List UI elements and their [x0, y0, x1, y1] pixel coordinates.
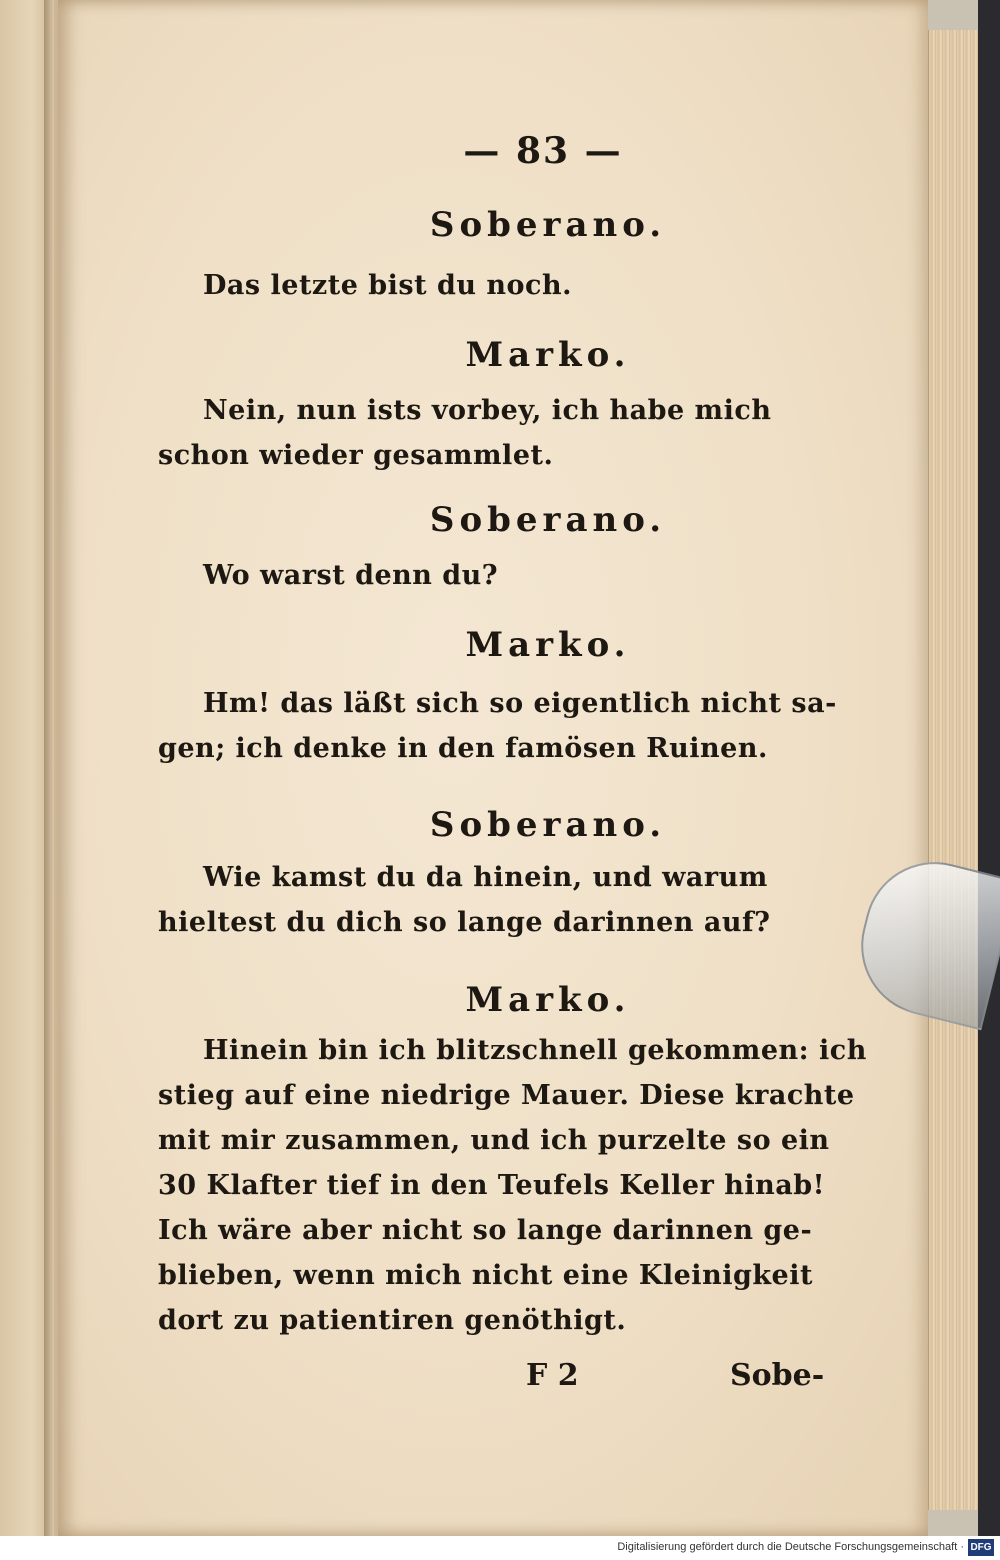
gutter-shadow	[44, 0, 54, 1536]
text-line: Wie kamst du da hinein, und warum	[203, 862, 768, 893]
text-line: schon wieder gesammlet.	[158, 440, 554, 471]
page-stack-edges	[928, 30, 979, 1510]
credit-bar	[0, 1536, 1000, 1560]
catchword: Sobe-	[730, 1358, 825, 1393]
text-line: Ich wäre aber nicht so lange darinnen ge-	[158, 1215, 813, 1246]
speaker-heading: Soberano.	[429, 205, 667, 245]
page-number: — 83 —	[463, 130, 623, 172]
text-line: Nein, nun ists vorbey, ich habe mich	[203, 395, 772, 426]
speaker-heading: Marko.	[465, 980, 631, 1020]
text-line: blieben, wenn mich nicht eine Kleinigkeit	[158, 1260, 813, 1291]
signature-mark: F 2	[526, 1358, 579, 1393]
text-line: 30 Klafter tief in den Teufels Keller hinab!	[158, 1170, 825, 1201]
text-line: gen; ich denke in den famösen Ruinen.	[158, 733, 768, 764]
text-line: Wo warst denn du?	[203, 560, 499, 591]
dfg-logo-icon: DFG	[968, 1539, 994, 1556]
speaker-heading: Marko.	[465, 335, 631, 375]
scanner-background	[978, 0, 1000, 1536]
text-line: Hinein bin ich blitzschnell gekommen: ich	[203, 1035, 867, 1066]
book-page	[58, 0, 928, 1536]
speaker-heading: Soberano.	[429, 500, 667, 540]
credit-text: Digitalisierung gefördert durch die Deutsche Forschungsgemeinschaft ·	[617, 1541, 964, 1553]
text-line: hieltest du dich so lange darinnen auf?	[158, 907, 771, 938]
speaker-heading: Soberano.	[429, 805, 667, 845]
previous-page-edge	[0, 0, 60, 1536]
text-line: mit mir zusammen, und ich purzelte so ein	[158, 1125, 830, 1156]
text-line: dort zu patientiren genöthigt.	[158, 1305, 627, 1336]
text-line: Das letzte bist du noch.	[203, 270, 573, 301]
speaker-heading: Marko.	[465, 625, 631, 665]
text-line: stieg auf eine niedrige Mauer. Diese krachte	[158, 1080, 855, 1111]
text-line: Hm! das läßt sich so eigentlich nicht sa-	[203, 688, 837, 719]
